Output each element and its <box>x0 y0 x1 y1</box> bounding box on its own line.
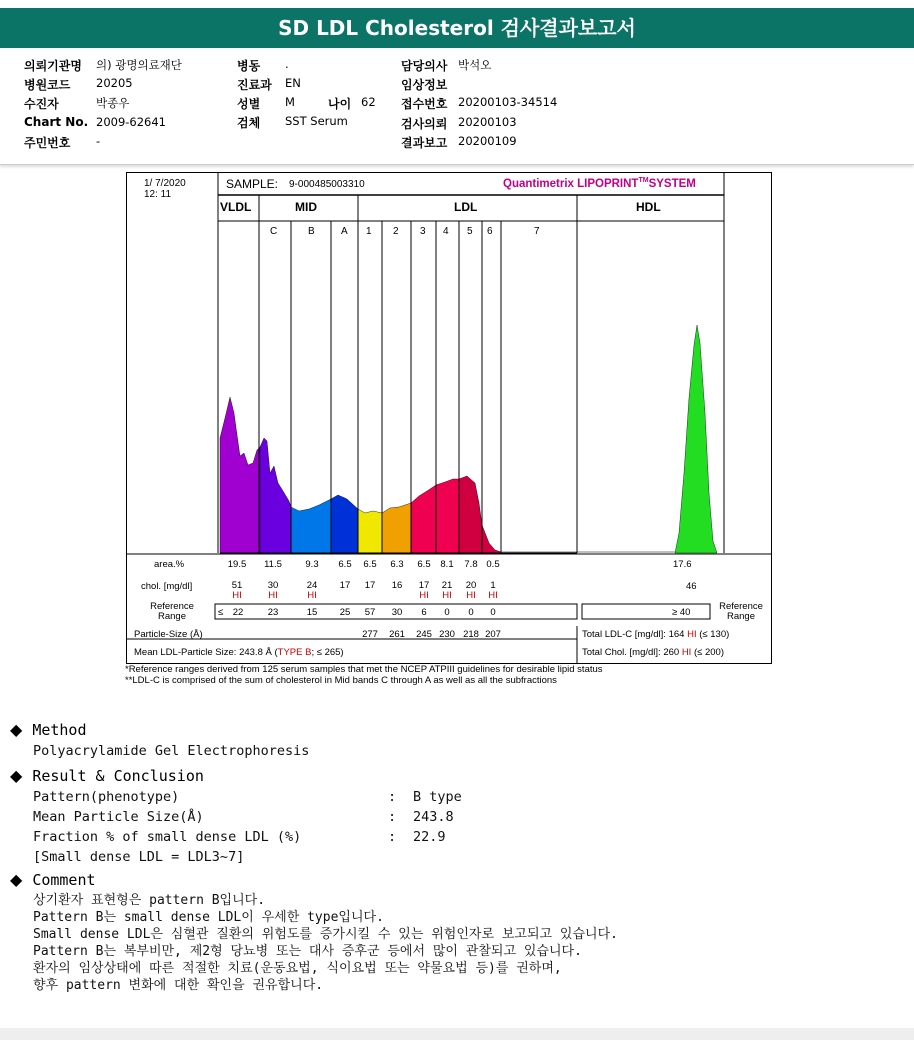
comment-line: Pattern B는 small dense LDL이 우세한 type입니다. <box>33 910 384 925</box>
info-request-date: 검사의뢰 20200103 <box>401 115 517 131</box>
info-patient-name: 수진자 박종우 <box>24 96 130 111</box>
chol-cell: 20 <box>465 580 477 591</box>
area-cell: 6.3 <box>390 559 404 570</box>
ref-cell: 30 <box>391 607 403 618</box>
chol-cell: 51 <box>231 580 243 591</box>
peak-band-8 <box>459 476 482 553</box>
total-chol: Total Chol. [mg/dl]: 260 HI (≤ 200) <box>582 647 724 658</box>
ref-cell: 57 <box>364 607 376 618</box>
patient-info-panel <box>0 52 914 165</box>
result-row: Fraction % of small dense LDL (%) : 22.9 <box>33 829 446 845</box>
peak-band-2 <box>291 499 331 553</box>
ref-prefix: ≤ <box>218 607 224 618</box>
band-label-5: 5 <box>467 226 473 237</box>
info-institution: 의뢰기관명 의) 광명의료재단 <box>24 58 182 73</box>
peak-band-10 <box>675 325 717 553</box>
band-label-c: C <box>270 226 278 237</box>
band-label-b: B <box>308 226 315 237</box>
ref-range-box-right <box>582 604 710 619</box>
chol-cell: 1 <box>490 580 496 591</box>
band-label-4: 4 <box>443 226 449 237</box>
peak-band-9 <box>482 525 501 553</box>
peak-band-4 <box>358 509 382 553</box>
psize-cell: 230 <box>439 629 455 640</box>
peak-band-3 <box>331 495 358 553</box>
ref-cell: 0 <box>468 607 474 618</box>
info-age: 나이 62 <box>328 95 376 111</box>
ref-cell: 0 <box>444 607 450 618</box>
band-label-6: 6 <box>487 226 493 237</box>
chol-cell: 17 <box>364 580 376 591</box>
psize-cell: 245 <box>416 629 432 640</box>
area-cell: 6.5 <box>338 559 352 570</box>
total-ldlc: Total LDL-C [mg/dl]: 164 HI (≤ 130) <box>582 629 730 640</box>
comment-line: 환자의 임상상태에 따른 적절한 치료(운동요법, 식이요법 또는 약물요법 등)를 권하며, <box>33 961 562 976</box>
area-cell: 8.1 <box>440 559 454 570</box>
comment-line: 상기환자 표현형은 pattern B입니다. <box>33 893 266 908</box>
band-label-1: 1 <box>366 226 372 237</box>
report-title: SD LDL Cholesterol 검사결과보고서 <box>0 8 914 48</box>
result-row: Mean Particle Size(Å) : 243.8 <box>33 809 454 825</box>
electrophoresis-peaks <box>220 325 717 553</box>
ref-cell: 25 <box>339 607 351 618</box>
chol-flag-cell: HI <box>442 590 452 601</box>
info-specimen: 검체 SST Serum <box>237 114 348 130</box>
comment-line: Pattern B는 복부비만, 제2형 당뇨병 또는 대사 증후군 등에서 많이 관찰되고 있습니다. <box>33 944 582 959</box>
area-cell: 11.5 <box>264 559 282 570</box>
band-header-hdl: HDL <box>636 200 661 214</box>
comment-heading: ◆ Comment <box>10 870 96 889</box>
method-text: Polyacrylamide Gel Electrophoresis <box>33 743 310 759</box>
comment-line: Small dense LDL은 심혈관 질환의 위험도를 증가시킬 수 있는 위험인자로 보고되고 있습니다. <box>33 927 618 942</box>
chol-hdl: 46 <box>686 581 697 592</box>
ref-cell: 15 <box>306 607 318 618</box>
peak-band-0 <box>220 397 260 553</box>
chol-flag-cell: HI <box>419 590 429 601</box>
info-clinical: 임상정보 <box>401 78 448 92</box>
info-report-date: 결과보고 20200109 <box>401 134 517 150</box>
band-header-ldl: LDL <box>454 200 478 214</box>
psize-cell: 218 <box>463 629 479 640</box>
area-cell: 9.3 <box>305 559 319 570</box>
info-resident-no: 주민번호 - <box>24 134 101 150</box>
info-hospital-code: 병원코드 20205 <box>24 76 133 92</box>
info-sex: 성별 M <box>237 95 295 111</box>
brand-label: Quantimetrix LIPOPRINT™SYSTEM <box>503 177 696 190</box>
area-cell: 6.5 <box>417 559 431 570</box>
chol-flag-cell: HI <box>307 590 317 601</box>
band-header-mid: MID <box>295 200 317 214</box>
area-cell: 7.8 <box>464 559 478 570</box>
info-ward: 병동 . <box>237 57 289 73</box>
chol-flag-cell: HI <box>232 590 242 601</box>
diamond-bullet-icon: ◆ <box>10 720 23 739</box>
result-note: [Small dense LDL = LDL3~7] <box>33 849 245 865</box>
band-label-3: 3 <box>420 226 426 237</box>
psize-cell: 277 <box>362 629 378 640</box>
ref-cell: 0 <box>490 607 496 618</box>
diamond-bullet-icon: ◆ <box>10 870 23 889</box>
area-cell: 19.5 <box>227 559 247 570</box>
mean-ldl-size: Mean LDL-Particle Size: 243.8 Å (TYPE B; ≤ 265) <box>134 647 344 658</box>
result-row: Pattern(phenotype) : B type <box>33 789 462 805</box>
ref-hdl: ≥ 40 <box>672 607 691 618</box>
chol-cell: 30 <box>267 580 279 591</box>
lp-time: 12: 11 <box>144 189 172 200</box>
info-department: 진료과 EN <box>237 76 301 92</box>
footnote-2: **LDL-C is comprised of the sum of cholesterol in Mid bands C through A as well as all the subfractions <box>125 675 557 686</box>
ref-cell: 6 <box>421 607 427 618</box>
page-bottom-strip <box>0 1028 914 1040</box>
method-heading: ◆ Method <box>10 720 87 739</box>
chol-cell: 21 <box>441 580 453 591</box>
row-label-ref-right: Reference Range <box>719 601 763 622</box>
footnote-1: *Reference ranges derived from 125 serum samples that met the NCEP ATPIII guidelines for desirable lipid status <box>125 664 603 675</box>
info-chart-no: Chart No. 2009-62641 <box>24 115 166 129</box>
chol-cell: 17 <box>339 580 351 591</box>
chol-cell: 17 <box>418 580 430 591</box>
sample-label: SAMPLE: <box>226 177 279 191</box>
chol-flag-cell: HI <box>466 590 476 601</box>
peak-band-7 <box>436 479 459 553</box>
area-cell: 0.5 <box>486 559 500 570</box>
psize-cell: 261 <box>389 629 405 640</box>
row-label-ref: Reference Range <box>150 601 194 622</box>
psize-cell: 207 <box>485 629 501 640</box>
peak-band-1 <box>260 438 291 553</box>
info-doctor: 담당의사 박석오 <box>401 58 492 73</box>
peak-band-5 <box>382 503 411 553</box>
comment-body <box>33 892 618 994</box>
ref-cell: 22 <box>232 607 244 618</box>
chol-cell: 24 <box>306 580 318 591</box>
band-label-7: 7 <box>534 226 540 237</box>
comment-line: 향후 pattern 변화에 대한 확인을 권유합니다. <box>33 978 324 993</box>
row-label-chol: chol. [mg/dl] <box>141 581 193 592</box>
band-label-2: 2 <box>393 226 399 237</box>
band-header-vldl: VLDL <box>220 200 252 214</box>
chol-flag-cell: HI <box>268 590 278 601</box>
result-heading: ◆ Result & Conclusion <box>10 766 204 785</box>
lp-date: 1/ 7/2020 <box>144 178 186 189</box>
sample-value: 9-000485003310 <box>289 179 365 190</box>
chol-cell: 16 <box>391 580 403 591</box>
row-label-area: area.% <box>154 559 185 570</box>
diamond-bullet-icon: ◆ <box>10 766 23 785</box>
area-cell: 6.5 <box>363 559 377 570</box>
band-label-a: A <box>341 226 348 237</box>
row-label-psize: Particle-Size (Å) <box>134 629 203 640</box>
area-hdl: 17.6 <box>673 559 692 570</box>
chol-flag-cell: HI <box>488 590 498 601</box>
ref-cell: 23 <box>267 607 279 618</box>
peak-band-6 <box>411 485 436 553</box>
info-receipt-no: 접수번호 20200103-34514 <box>401 95 558 111</box>
lipoprint-panel <box>126 172 772 664</box>
